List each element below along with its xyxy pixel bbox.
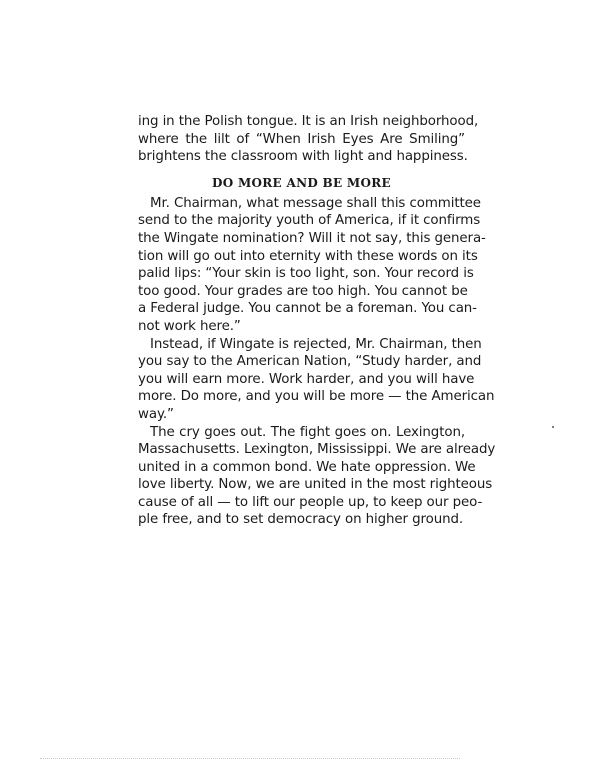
intro-paragraph xyxy=(138,113,479,166)
text-line: Mr. Chairman, what message shall this committee xyxy=(150,195,481,211)
text-line: a Federal judge. You cannot be a foreman. You can- xyxy=(138,301,477,317)
text-line: the Wingate nomination? Will it not say, this genera- xyxy=(138,230,486,246)
section-heading: DO MORE AND BE MORE xyxy=(212,175,391,190)
text-line: Instead, if Wingate is rejected, Mr. Chairman, then xyxy=(150,336,482,352)
document-body xyxy=(138,113,496,529)
paragraph-2 xyxy=(138,336,495,424)
text-line: more. Do more, and you will be more — the American xyxy=(138,389,495,405)
text-line: palid lips: “Your skin is too light, son. Your record is xyxy=(138,266,474,282)
text-line: not work here.” xyxy=(138,318,241,334)
text-line: send to the majority youth of America, if it confirms xyxy=(138,213,481,229)
text-line: cause of all — to lift our people up, to keep our peo- xyxy=(138,494,483,510)
text-line: united in a common bond. We hate oppression. We xyxy=(138,459,476,475)
text-line: too good. Your grades are too high. You cannot be xyxy=(138,283,468,299)
text-line: way.” xyxy=(138,406,174,422)
text-line: where the lilt of “When Irish Eyes Are Smiling” xyxy=(138,131,465,147)
paragraph-1 xyxy=(138,195,486,336)
text-line: Massachusetts. Lexington, Mississippi. We are already xyxy=(138,442,496,458)
text-line: ing in the Polish tongue. It is an Irish neighborhood, xyxy=(138,114,479,129)
text-line: ple free, and to set democracy on higher ground. xyxy=(138,512,464,528)
scan-artifact-line xyxy=(40,758,460,761)
text-line: you will earn more. Work harder, and you will have xyxy=(138,371,475,387)
scan-speck xyxy=(552,426,554,428)
paragraph-3 xyxy=(138,424,496,530)
text-line: brightens the classroom with light and happiness. xyxy=(138,149,468,165)
text-line: The cry goes out. The fight goes on. Lexington, xyxy=(150,424,465,440)
text-line: you say to the American Nation, “Study harder, and xyxy=(138,354,482,370)
text-line: love liberty. Now, we are united in the most righteous xyxy=(138,477,493,493)
text-line: tion will go out into eternity with these words on its xyxy=(138,248,478,264)
